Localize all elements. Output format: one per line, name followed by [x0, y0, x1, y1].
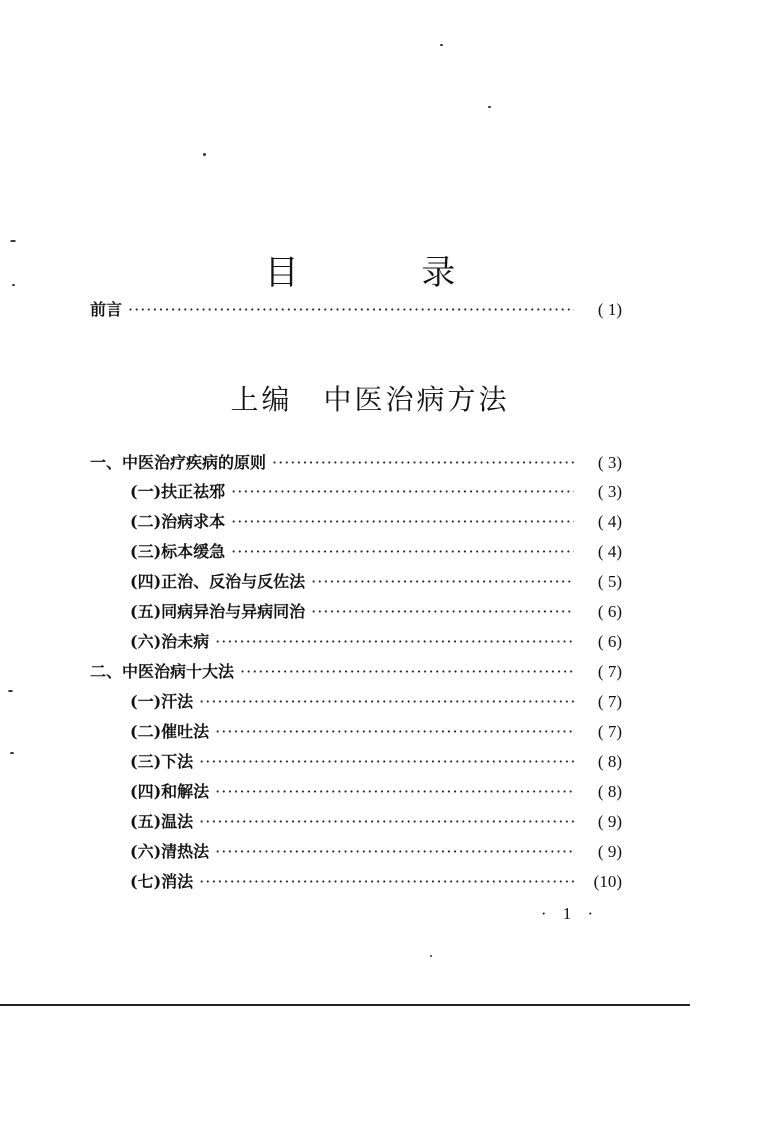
toc-entry-page: ( 3): [597, 453, 622, 472]
toc-entry-page: ( 7): [597, 692, 622, 711]
scan-speck: [10, 240, 16, 242]
toc-entry-page: ( 9): [597, 842, 622, 861]
page-number: · 1 ·: [540, 904, 600, 923]
toc-item[interactable]: [130, 778, 622, 806]
toc-entry-page: ( 5): [597, 572, 622, 591]
toc-entry-label: (三)标本缓急: [130, 542, 226, 561]
leader-dots: [199, 868, 574, 896]
toc-entry-label: (五)温法: [130, 812, 194, 831]
toc-entry-page: ( 9): [597, 812, 622, 831]
toc-item[interactable]: [130, 868, 622, 896]
toc-entry-label: 前言: [90, 300, 123, 319]
toc-entry-page: ( 8): [597, 752, 622, 771]
toc-entry-page: ( 3): [597, 482, 622, 501]
scan-speck: [488, 106, 491, 108]
toc-entry-label: (二)催吐法: [130, 722, 210, 741]
toc-item[interactable]: [130, 628, 622, 656]
scan-speck: [12, 284, 15, 286]
toc-item[interactable]: [130, 538, 622, 566]
page-title: 目 录: [264, 252, 512, 293]
toc-item[interactable]: [130, 748, 622, 776]
scan-speck: [8, 690, 13, 692]
leader-dots: [215, 628, 574, 656]
toc-entry-label: (六)清热法: [130, 842, 210, 861]
toc-entry-page: ( 8): [597, 782, 622, 801]
toc-entry-page: (10): [593, 872, 622, 891]
toc-item[interactable]: [130, 718, 622, 746]
leader-dots: [231, 508, 574, 536]
toc-entry-page: ( 6): [597, 602, 622, 621]
toc-entry-label: (四)正治、反治与反佐法: [130, 572, 306, 591]
toc-entry-page: ( 4): [597, 542, 622, 561]
toc-item[interactable]: [130, 808, 622, 836]
toc-item[interactable]: [130, 568, 622, 596]
scan-speck: [430, 955, 432, 957]
toc-item[interactable]: [130, 838, 622, 866]
toc-entry-label: (一)汗法: [130, 692, 194, 711]
toc-entry-page: ( 4): [597, 512, 622, 531]
leader-dots: [199, 748, 574, 776]
leader-dots: [199, 808, 574, 836]
toc-item[interactable]: [130, 478, 622, 506]
leader-dots: [128, 296, 574, 324]
toc-chapter-1[interactable]: [90, 449, 622, 477]
leader-dots: [311, 568, 574, 596]
leader-dots: [215, 718, 574, 746]
toc-item[interactable]: [130, 508, 622, 536]
toc-entry-label: (三)下法: [130, 752, 194, 771]
leader-dots: [215, 838, 574, 866]
toc-entry-label: (七)消法: [130, 872, 194, 891]
leader-dots: [240, 658, 574, 686]
toc-entry-page: ( 1): [597, 300, 622, 319]
leader-dots: [199, 688, 574, 716]
toc-entry-label: (五)同病异治与异病同治: [130, 602, 306, 621]
leader-dots: [231, 538, 574, 566]
toc-entry-page: ( 7): [597, 722, 622, 741]
toc-entry-page: ( 7): [597, 662, 622, 681]
leader-dots: [231, 478, 574, 506]
toc-entry-label: (四)和解法: [130, 782, 210, 801]
scan-speck: [440, 44, 443, 46]
section-title: 上编 中医治病方法: [230, 383, 510, 416]
toc-entry-label: 二、中医治病十大法: [90, 662, 235, 681]
toc-entry-label: (二)治病求本: [130, 512, 226, 531]
toc-chapter-2[interactable]: [90, 658, 622, 686]
scan-speck: [203, 153, 206, 156]
toc-item[interactable]: [130, 688, 622, 716]
toc-entry-label: 一、中医治疗疾病的原则: [90, 453, 267, 472]
toc-entry-preface[interactable]: [90, 296, 622, 324]
toc-item[interactable]: [130, 598, 622, 626]
toc-entry-label: (六)治未病: [130, 632, 210, 651]
scan-speck: [10, 752, 14, 754]
leader-dots: [311, 598, 574, 626]
toc-entry-page: ( 6): [597, 632, 622, 651]
toc-entry-label: (一)扶正祛邪: [130, 482, 226, 501]
bottom-rule: [0, 1004, 690, 1006]
leader-dots: [272, 449, 574, 477]
leader-dots: [215, 778, 574, 806]
